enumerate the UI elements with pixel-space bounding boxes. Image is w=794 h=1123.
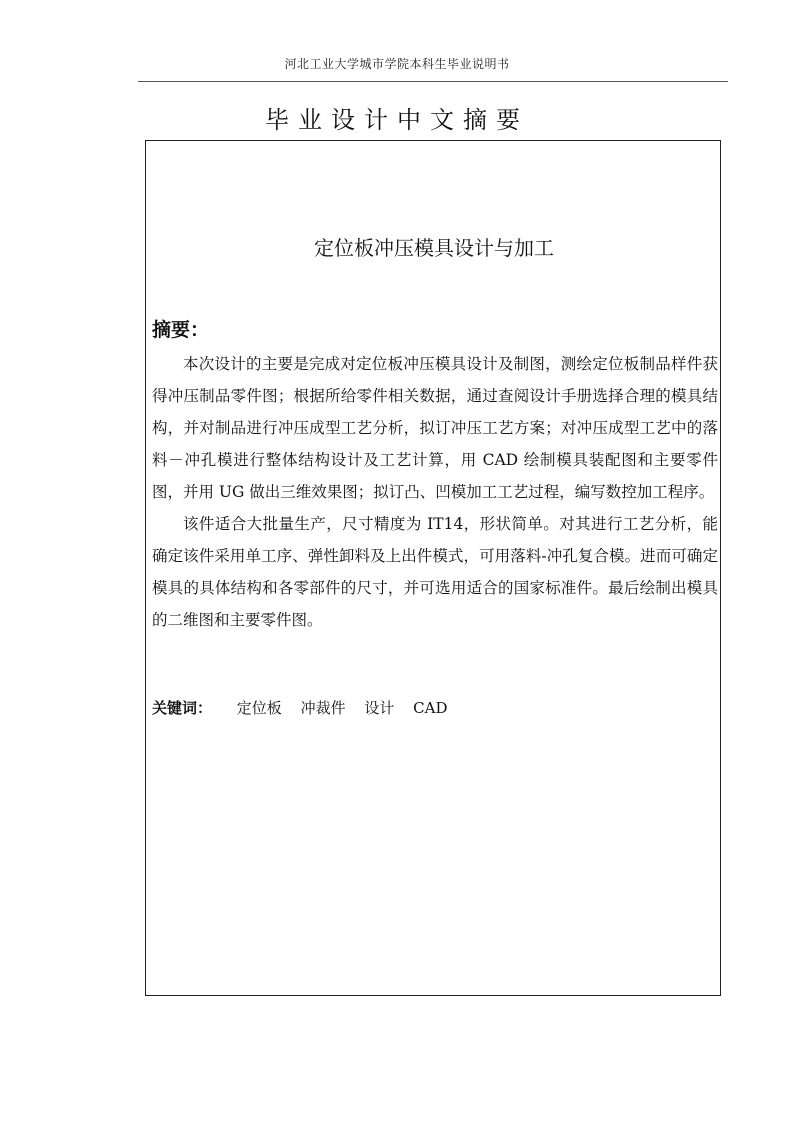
- running-header: 河北工业大学城市学院本科生毕业说明书: [284, 57, 510, 71]
- keywords-label: 关键词：: [152, 699, 213, 717]
- keyword: 定位板: [236, 699, 282, 717]
- keywords-line: [152, 697, 462, 718]
- abstract-frame: [145, 140, 721, 996]
- page-heading: 毕业设计中文摘要: [265, 106, 529, 134]
- keyword: 设计: [364, 699, 395, 717]
- abstract-label: 摘要：: [152, 319, 210, 341]
- abstract-paragraph: 该件适合大批量生产，尺寸精度为 IT14，形状简单。对其进行工艺分析，能确定该件采用单工序、弹性卸料及上出件模式，可用落料-冲孔复合模。进而可确定模具的具体结构和各零部件的尺寸，并可选用适合的国家标准件。最后绘制出模具的二维图和主要零件图。: [152, 515, 718, 629]
- header-divider: [138, 81, 728, 82]
- keyword: 冲裁件: [300, 699, 346, 717]
- abstract-body: [152, 348, 718, 636]
- thesis-title: 定位板冲压模具设计与加工: [314, 236, 554, 260]
- keyword: CAD: [413, 699, 448, 717]
- abstract-paragraph: 本次设计的主要是完成对定位板冲压模具设计及制图，测绘定位板制品样件获得冲压制品零件图；根据所给零件相关数据，通过查阅设计手册选择合理的模具结构，并对制品进行冲压成型工艺分析，拟订冲压工艺方案；对冲压成型工艺中的落料－冲孔模进行整体结构设计及工艺计算，用 CAD 绘制模具装配图和主要零件图，并用 UG 做出三维效果图；拟订凸、凹模加工工艺过程，编写数控加工程序。: [152, 355, 718, 501]
